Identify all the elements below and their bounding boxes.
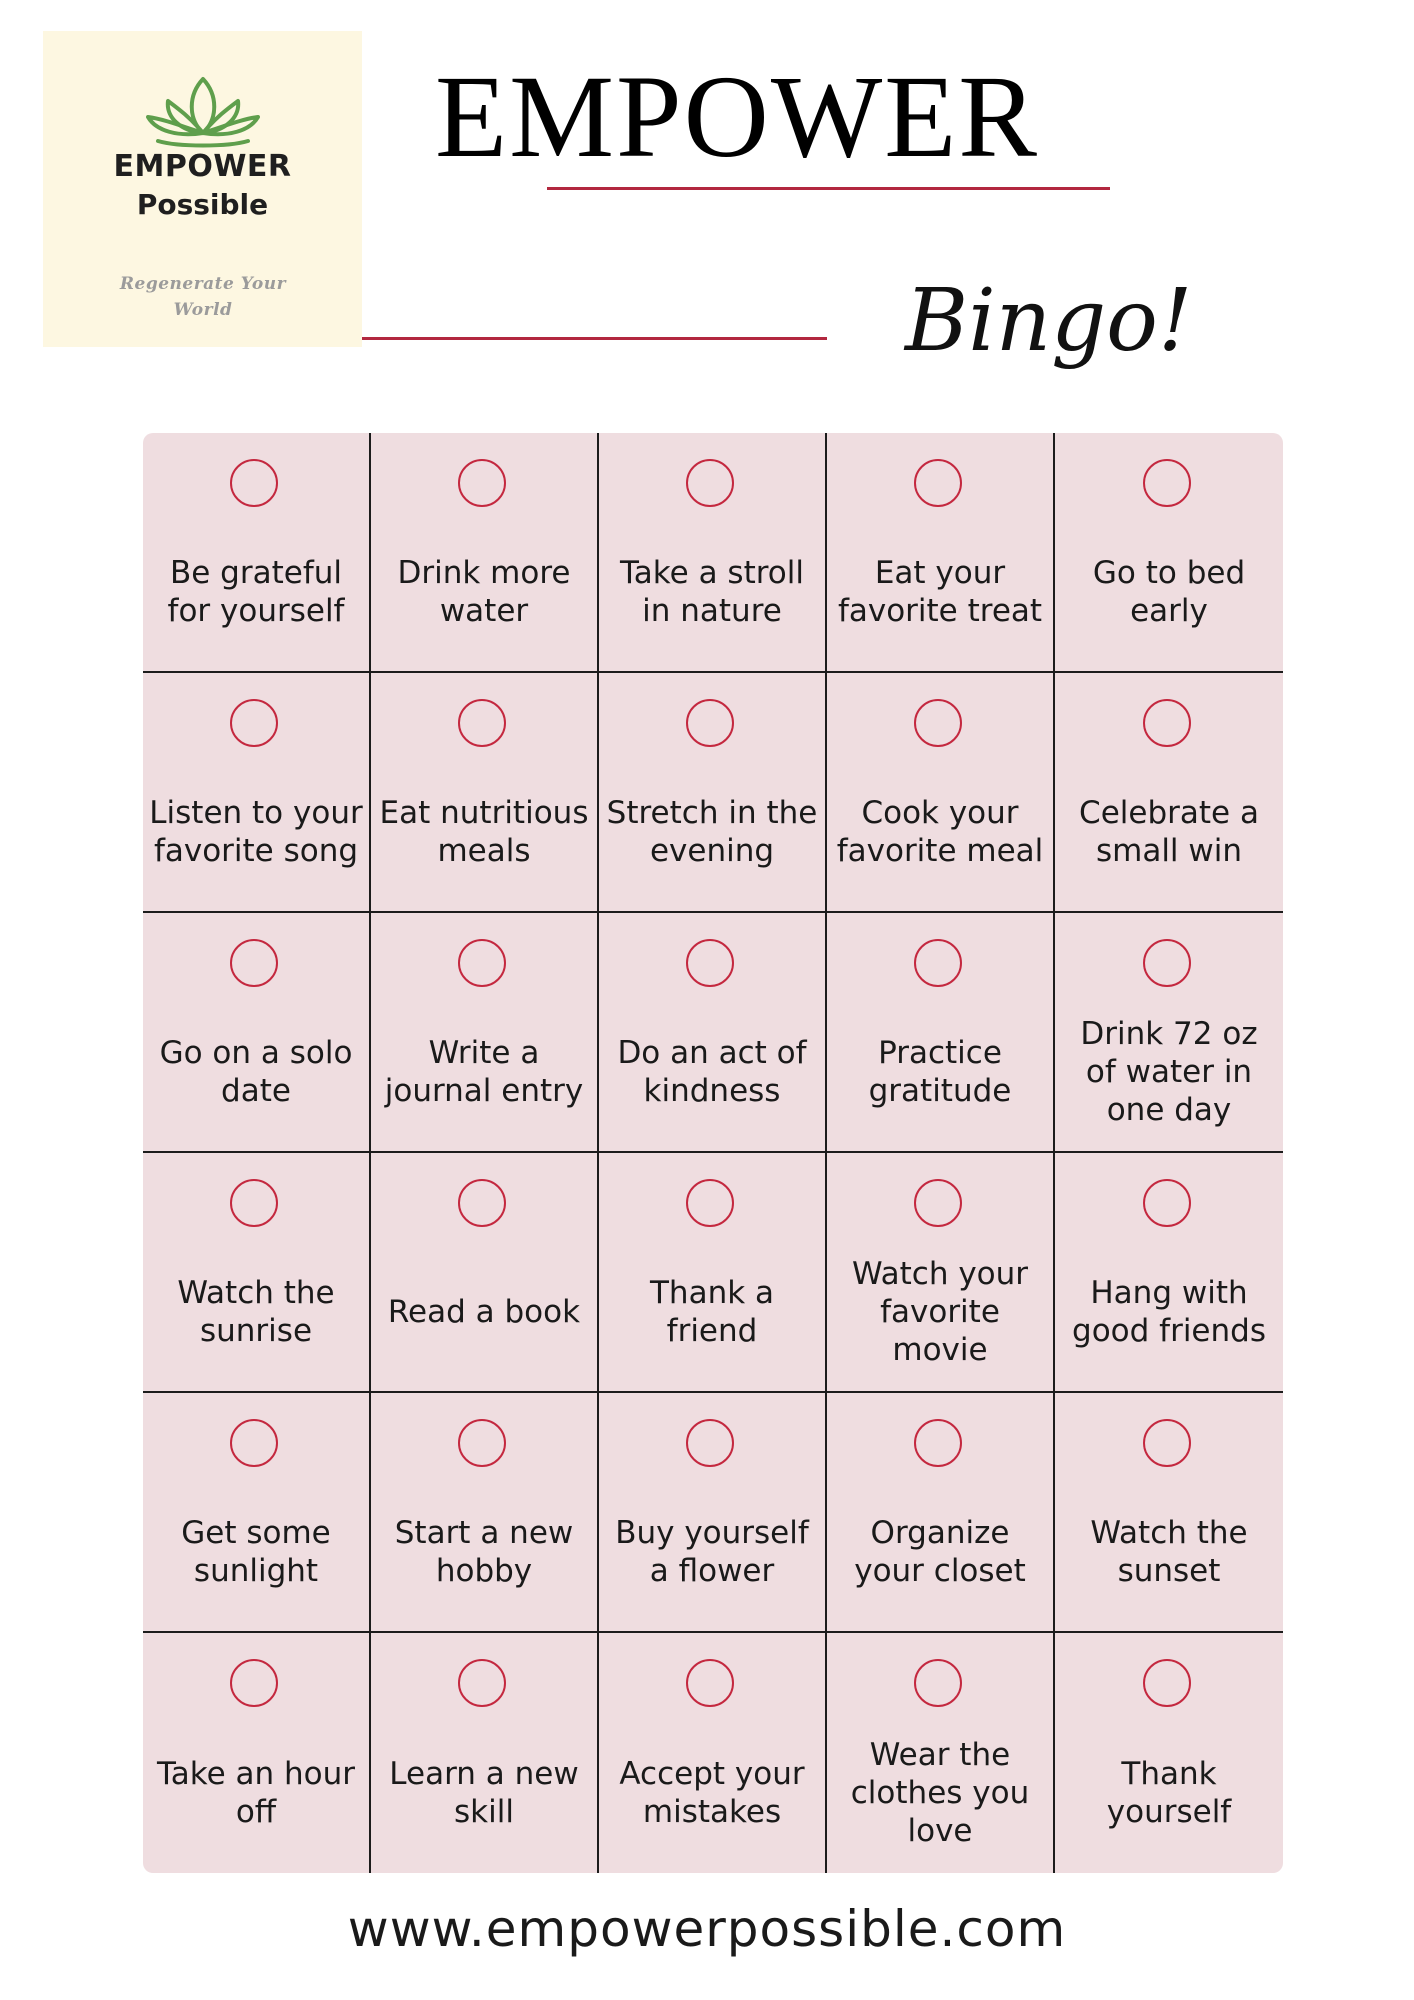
bingo-cell-label-box <box>605 1481 819 1623</box>
bingo-cell[interactable] <box>371 433 599 673</box>
bingo-cell-label-box <box>1061 761 1277 903</box>
bingo-cell-label: Thank yourself <box>1106 1756 1232 1830</box>
svg-text:Bingo!: Bingo! <box>905 271 1193 371</box>
bingo-cell-label-box <box>1061 1481 1277 1623</box>
check-circle-icon[interactable] <box>230 1419 278 1467</box>
bingo-cell[interactable] <box>371 1633 599 1873</box>
check-circle-icon[interactable] <box>458 459 506 507</box>
bingo-cell-label: Get some sunlight <box>181 1515 331 1589</box>
check-circle-icon[interactable] <box>1143 459 1191 507</box>
check-circle-icon[interactable] <box>686 699 734 747</box>
website-footer: www.empowerpossible.com <box>347 1900 1067 1958</box>
bingo-cell-label: Organize your closet <box>854 1515 1026 1589</box>
check-circle-icon[interactable] <box>1143 1179 1191 1227</box>
bingo-cell[interactable] <box>143 913 371 1153</box>
bingo-cell-label-box <box>377 1241 591 1383</box>
bingo-cell-label: Hang with good friends <box>1072 1275 1266 1349</box>
title-underline <box>547 187 1110 190</box>
check-circle-icon[interactable] <box>686 1179 734 1227</box>
bingo-cell[interactable] <box>371 1393 599 1633</box>
bingo-cell-label: Celebrate a small win <box>1079 795 1259 869</box>
bingo-cell-label-box <box>833 521 1047 663</box>
check-circle-icon[interactable] <box>1143 939 1191 987</box>
bingo-cell-label: Go on a solo date <box>159 1035 353 1109</box>
bingo-cell-label: Cook your favorite meal <box>836 795 1044 869</box>
bingo-cell[interactable] <box>827 673 1055 913</box>
logo-tagline: Regenerate Your World <box>119 274 287 320</box>
bingo-cell-label-box <box>833 1241 1047 1383</box>
bingo-cell-label-box <box>605 1001 819 1143</box>
bingo-cell-label-box <box>377 761 591 903</box>
check-circle-icon[interactable] <box>230 699 278 747</box>
bingo-cell-label: Take an hour off <box>156 1756 356 1830</box>
bingo-cell-label: Buy yourself a flower <box>615 1515 809 1589</box>
bingo-cell-label-box <box>1061 1001 1277 1143</box>
bingo-cell[interactable] <box>371 913 599 1153</box>
bingo-cell[interactable] <box>599 1393 827 1633</box>
bingo-board <box>143 433 1283 1873</box>
check-circle-icon[interactable] <box>914 459 962 507</box>
bingo-cell-label: Do an act of kindness <box>617 1035 807 1109</box>
bingo-cell[interactable] <box>827 433 1055 673</box>
bingo-cell-label-box <box>377 1001 591 1143</box>
bingo-cell-label-box <box>149 1241 363 1383</box>
check-circle-icon[interactable] <box>458 1179 506 1227</box>
bingo-cell-label-box <box>149 1001 363 1143</box>
bingo-cell[interactable] <box>827 1153 1055 1393</box>
check-circle-icon[interactable] <box>230 1659 278 1707</box>
bingo-cell-label-box <box>377 521 591 663</box>
logo-name-line2: Possible <box>136 188 269 221</box>
check-circle-icon[interactable] <box>914 699 962 747</box>
check-circle-icon[interactable] <box>230 1179 278 1227</box>
bingo-cell-label-box <box>833 761 1047 903</box>
bingo-cell-label-box <box>833 1481 1047 1623</box>
check-circle-icon[interactable] <box>1143 1419 1191 1467</box>
bingo-cell-label: Learn a new skill <box>389 1756 579 1830</box>
bingo-cell[interactable] <box>599 913 827 1153</box>
bingo-cell[interactable] <box>143 673 371 913</box>
check-circle-icon[interactable] <box>230 459 278 507</box>
bingo-cell-label-box <box>605 1241 819 1383</box>
bingo-cell-label-box <box>377 1481 591 1623</box>
bingo-cell[interactable] <box>371 1153 599 1393</box>
bingo-cell[interactable] <box>827 1633 1055 1873</box>
bingo-cell-label: Read a book <box>387 1294 581 1330</box>
check-circle-icon[interactable] <box>914 1659 962 1707</box>
bingo-cell-label: Watch the sunrise <box>177 1275 335 1349</box>
bingo-cell-label: Eat nutritious meals <box>379 795 589 869</box>
bingo-cell-label: Be grateful for yourself <box>167 555 345 629</box>
bingo-cell[interactable] <box>1055 1153 1283 1393</box>
check-circle-icon[interactable] <box>914 1419 962 1467</box>
bingo-cell-label: Go to bed early <box>1092 555 1246 629</box>
bingo-cell-label-box <box>605 761 819 903</box>
bingo-cell[interactable] <box>1055 433 1283 673</box>
page-title: EMPOWER <box>435 51 1039 182</box>
bingo-cell[interactable] <box>599 1633 827 1873</box>
bingo-cell-label: Drink more water <box>397 555 571 629</box>
bingo-cell-label-box <box>1061 1721 1277 1865</box>
bingo-cell-label: Accept your mistakes <box>619 1756 805 1830</box>
bingo-cell-label-box <box>605 1721 819 1865</box>
bingo-cell[interactable] <box>143 1393 371 1633</box>
bingo-cell[interactable] <box>1055 913 1283 1153</box>
bingo-cell-label-box <box>149 521 363 663</box>
bingo-cell-label: Watch your favorite movie <box>851 1256 1029 1368</box>
bingo-cell-label-box <box>377 1721 591 1865</box>
bingo-cell-label: Drink 72 oz of water in one day <box>1080 1016 1258 1128</box>
bingo-cell[interactable] <box>143 1633 371 1873</box>
check-circle-icon[interactable] <box>914 1179 962 1227</box>
bingo-cell-label: Take a stroll in nature <box>620 555 804 629</box>
bingo-cell-label: Thank a friend <box>649 1275 775 1349</box>
bingo-script-title <box>895 262 1235 402</box>
bingo-cell-label: Watch the sunset <box>1090 1515 1248 1589</box>
check-circle-icon[interactable] <box>458 939 506 987</box>
bingo-cell-label-box <box>833 1001 1047 1143</box>
bingo-cell[interactable] <box>599 673 827 913</box>
check-circle-icon[interactable] <box>458 1419 506 1467</box>
bingo-cell-label: Wear the clothes you love <box>850 1737 1030 1849</box>
check-circle-icon[interactable] <box>458 699 506 747</box>
logo <box>43 31 362 347</box>
check-circle-icon[interactable] <box>686 1419 734 1467</box>
bingo-cell-label: Start a new hobby <box>394 1515 574 1589</box>
bingo-cell-label-box <box>833 1721 1047 1865</box>
bingo-cell[interactable] <box>599 433 827 673</box>
bingo-cell-label-box <box>149 761 363 903</box>
bingo-cell[interactable] <box>827 1393 1055 1633</box>
bingo-cell[interactable] <box>143 1153 371 1393</box>
check-circle-icon[interactable] <box>1143 1659 1191 1707</box>
bingo-cell-label: Listen to your favorite song <box>149 795 363 869</box>
lotus-icon <box>138 71 268 149</box>
bingo-cell[interactable] <box>1055 1633 1283 1873</box>
bingo-cell[interactable] <box>1055 1393 1283 1633</box>
bingo-cell-label-box <box>149 1721 363 1865</box>
bingo-cell[interactable] <box>827 913 1055 1153</box>
check-circle-icon[interactable] <box>686 459 734 507</box>
check-circle-icon[interactable] <box>914 939 962 987</box>
check-circle-icon[interactable] <box>458 1659 506 1707</box>
bingo-cell-label: Eat your favorite treat <box>837 555 1043 629</box>
check-circle-icon[interactable] <box>230 939 278 987</box>
bingo-cell-label-box <box>1061 521 1277 663</box>
subtitle-underline <box>362 337 827 340</box>
bingo-cell-label-box <box>605 521 819 663</box>
check-circle-icon[interactable] <box>1143 699 1191 747</box>
check-circle-icon[interactable] <box>686 1659 734 1707</box>
bingo-cell[interactable] <box>371 673 599 913</box>
check-circle-icon[interactable] <box>686 939 734 987</box>
bingo-cell[interactable] <box>143 433 371 673</box>
bingo-cell-label-box <box>1061 1241 1277 1383</box>
logo-name-line1: EMPOWER <box>113 149 292 184</box>
bingo-cell-label-box <box>149 1481 363 1623</box>
bingo-cell-label: Stretch in the evening <box>606 795 818 869</box>
bingo-cell-label: Practice gratitude <box>868 1035 1012 1109</box>
bingo-cell[interactable] <box>1055 673 1283 913</box>
bingo-cell[interactable] <box>599 1153 827 1393</box>
bingo-cell-label: Write a journal entry <box>384 1035 584 1109</box>
